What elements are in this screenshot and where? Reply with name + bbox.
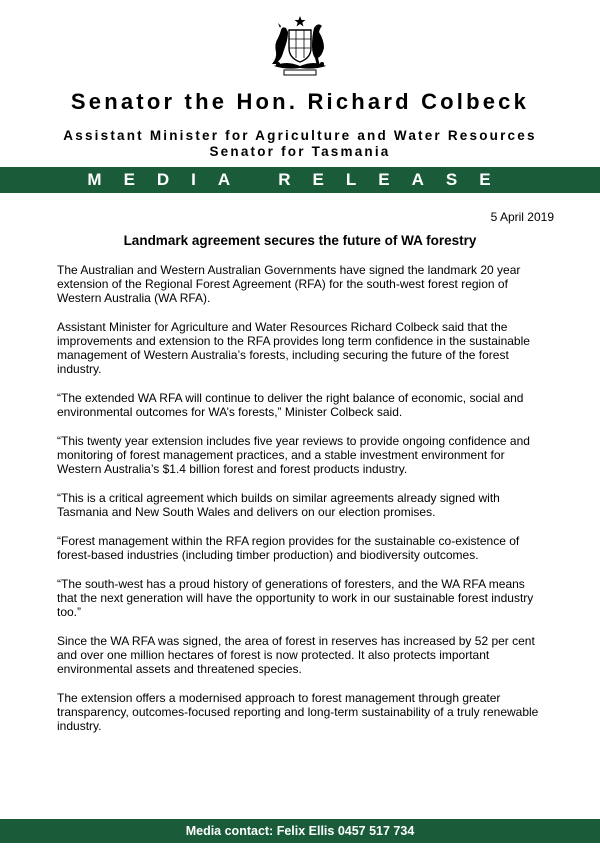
body-paragraph: The extension offers a modernised approach to forest management through greater transparency, outcomes-focused reporting and long-term sustainability of a truly renewable industry. — [57, 691, 539, 733]
body-paragraph: “This is a critical agreement which builds on similar agreements already signed with Tasmania and New South Wales and delivers on our election promises. — [57, 491, 500, 519]
coat-of-arms-icon — [262, 14, 338, 78]
body-paragraph: Assistant Minister for Agriculture and Water Resources Richard Colbeck said that the improvements and extension to the RFA provides long term confidence in the sustainable management of Western Australia’s forests, including securing the future of the forest industry. — [57, 320, 530, 376]
media-contact-footer: Media contact: Felix Ellis 0457 517 734 — [0, 819, 600, 843]
release-headline: Landmark agreement secures the future of WA forestry — [123, 233, 477, 248]
body-paragraph: “The extended WA RFA will continue to deliver the right balance of economic, social and environmental outcomes for WA’s forests,” Minister Colbeck said. — [57, 391, 524, 419]
body-paragraph: “Forest management within the RFA region provides for the sustainable co-existence of forest-based industries (including timber production) and biodiversity outcomes. — [57, 534, 520, 562]
minister-role: Assistant Minister for Agriculture and Water Resources — [63, 128, 537, 143]
body-paragraph: Since the WA RFA was signed, the area of forest in reserves has increased by 52 per cent and over one million hectares of forest is now protected. It also protects important environmental assets and threatened species. — [57, 634, 535, 676]
release-body — [57, 263, 547, 748]
release-date: 5 April 2019 — [490, 210, 554, 224]
media-release-banner: MEDIA RELEASE — [0, 167, 600, 193]
body-paragraph: “The south-west has a proud history of generations of foresters, and the WA RFA means that the next generation will have the opportunity to work in our sustainable forest industry too.” — [57, 577, 534, 619]
body-paragraph: The Australian and Western Australian Governments have signed the landmark 20 year extension of the Regional Forest Agreement (RFA) for the south-west forest region of Western Australia (WA RFA). — [57, 263, 521, 305]
senator-name: Senator the Hon. Richard Colbeck — [70, 89, 530, 114]
body-paragraph: “This twenty year extension includes five year reviews to provide ongoing confidence and monitoring of forest management practices, and a stable investment environment for Western Australia’s $1.4 billion forest and forest products industry. — [57, 434, 530, 476]
senator-for: Senator for Tasmania — [209, 144, 391, 159]
